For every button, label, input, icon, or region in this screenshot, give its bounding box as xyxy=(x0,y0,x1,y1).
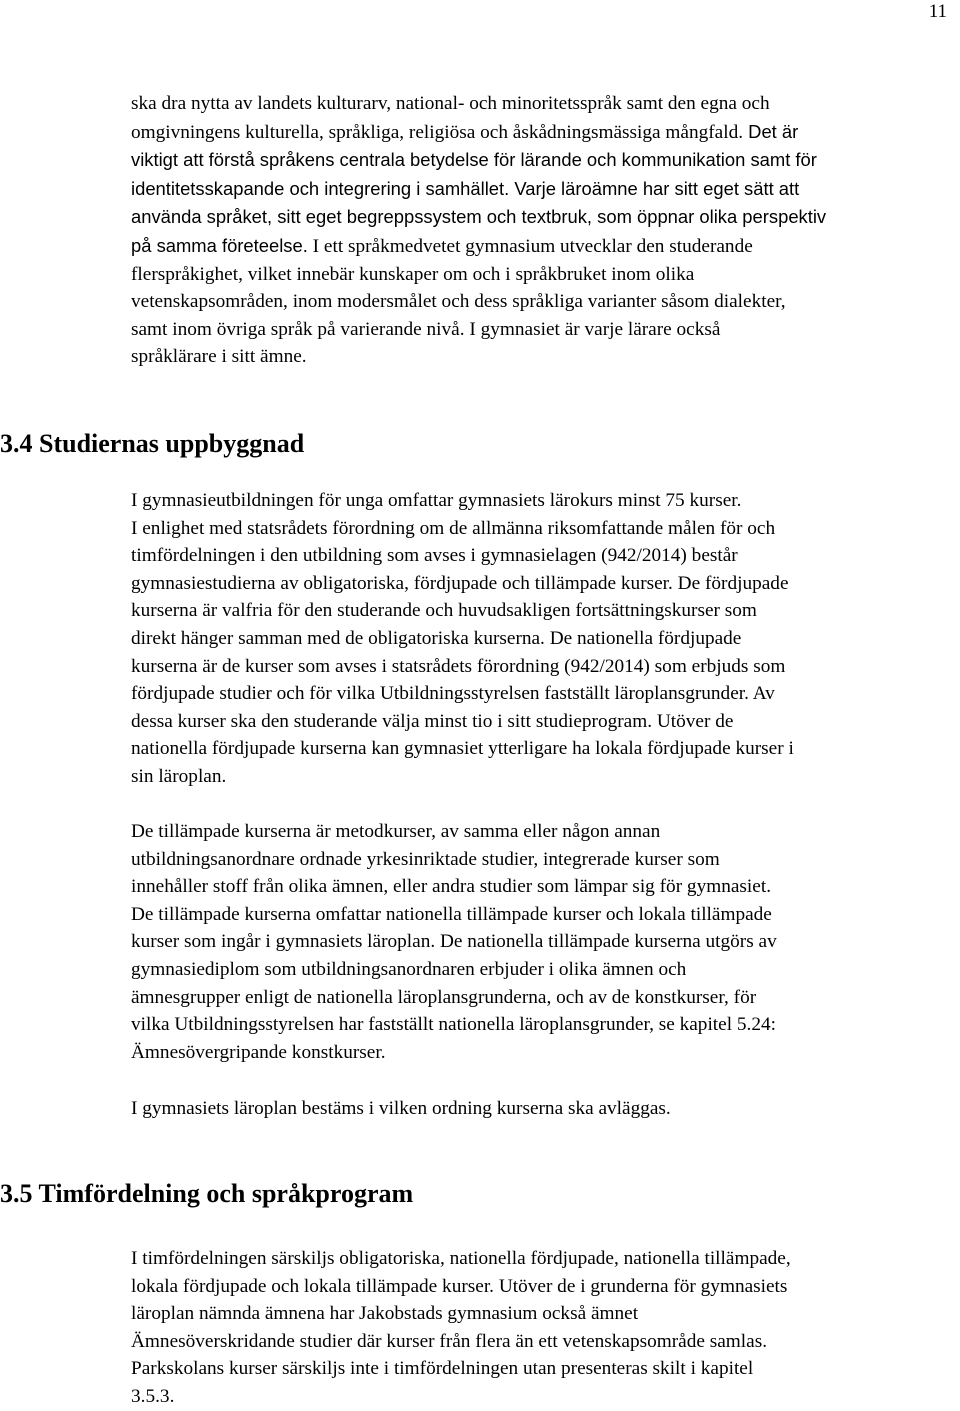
text-line xyxy=(131,316,931,344)
text-segment: I ett språkmedvetet gymnasium utvecklar den studerande xyxy=(307,235,753,257)
text-line: fördjupade studier och för vilka Utbildningsstyrelsen fastställt läroplansgrunder. Av xyxy=(131,683,775,705)
text-line: I timfördelningen särskiljs obligatoriska, nationella fördjupade, nationella tillämpade, xyxy=(131,1248,791,1269)
text-line xyxy=(131,288,931,316)
text-segment: ska dra nytta av landets kulturarv, national- och minoritetsspråk samt den egna och xyxy=(131,93,770,114)
text-line: Ämnesöverskridande studier där kurser från flera än ett vetenskapsområde samlas. xyxy=(131,1330,768,1352)
text-line: timfördelningen i den utbildning som avses i gymnasielagen (942/2014) består xyxy=(131,545,738,567)
text-line: kurser som ingår i gymnasiets läroplan. De nationella tillämpade kurserna utgörs av xyxy=(131,931,777,953)
section-heading-3-4: 3.4 Studiernas uppbyggnad xyxy=(0,429,305,458)
text-line: läroplan nämnda ämnena har Jakobstads gymnasium också ämnet xyxy=(131,1303,639,1325)
text-segment: samt inom övriga språk på varierande nivå. I gymnasiet är varje lärare också xyxy=(131,318,721,340)
text-segment: identitetsskapande och integrering i samhället. xyxy=(131,177,510,199)
text-line xyxy=(131,203,931,232)
section-3-5-paragraph-1 xyxy=(131,1245,931,1411)
text-line: De tillämpade kurserna är metodkurser, av samma eller någon annan xyxy=(131,821,661,842)
text-line xyxy=(131,343,931,371)
text-line: sin läroplan. xyxy=(131,765,227,787)
page-number: 11 xyxy=(928,1,947,22)
text-line xyxy=(131,146,931,175)
text-line: gymnasiediplom som utbildningsanordnaren erbjuder i olika ämnen och xyxy=(131,958,687,980)
text-segment: omgivningens kulturella, språkliga, religiösa och åskådningsmässiga mångfald. xyxy=(131,121,744,143)
section-heading-3-5: 3.5 Timfördelning och språkprogram xyxy=(0,1179,414,1208)
text-segment: Varje läroämne har sitt eget sätt att xyxy=(509,177,800,199)
text-line: nationella fördjupade kurserna kan gymnasiet ytterligare ha lokala fördjupade kurser i xyxy=(131,738,794,760)
text-segment: flerspråkighet, vilket innebär kunskaper om och i språkbruket inom olika xyxy=(131,263,695,285)
text-line: vilka Utbildningsstyrelsen har fastställt nationella läroplansgrunder, se kapitel 5.24: xyxy=(131,1014,776,1036)
text-line: kurserna är valfria för den studerande och huvudsakligen fortsättningskurser som xyxy=(131,600,757,622)
text-line: Parkskolans kurser särskiljs inte i timfördelningen utan presenteras skilt i kapitel xyxy=(131,1358,754,1380)
text-segment: viktigt att förstå språkens centrala betydelse för lärande och kommunikation samt för xyxy=(131,149,817,171)
text-line xyxy=(131,232,931,261)
text-segment: använda språket, sitt eget begreppssystem och textbruk, som öppnar olika perspektiv xyxy=(131,206,827,228)
text-line: direkt hänger samman med de obligatoriska kurserna. De nationella fördjupade xyxy=(131,627,742,649)
section-3-4-paragraph-2 xyxy=(131,818,931,1066)
intro-paragraph xyxy=(131,90,931,371)
text-segment: på samma företeelse. xyxy=(131,234,308,256)
text-line: ämnesgrupper enligt de nationella läroplansgrunderna, och av de konstkurser, för xyxy=(131,986,757,1008)
text-line xyxy=(131,175,931,204)
text-line: I gymnasieutbildningen för unga omfattar gymnasiets lärokurs minst 75 kurser. xyxy=(131,490,742,511)
text-segment: Det är xyxy=(743,120,799,142)
text-line: lokala fördjupade och lokala tillämpade kurser. Utöver de i grunderna för gymnasiets xyxy=(131,1275,788,1297)
text-line: kurserna är de kurser som avses i statsrådets förordning (942/2014) som erbjuds som xyxy=(131,655,786,677)
text-line: utbildningsanordnare ordnade yrkesinriktade studier, integrerade kurser som xyxy=(131,848,720,870)
text-line: gymnasiestudierna av obligatoriska, fördjupade och tillämpade kurser. De fördjupade xyxy=(131,572,789,594)
text-segment: vetenskapsområden, inom modersmålet och dess språkliga varianter såsom dialekter, xyxy=(131,291,786,313)
text-line: dessa kurser ska den studerande välja minst tio i sitt studieprogram. Utöver de xyxy=(131,710,734,732)
text-line: I gymnasiets läroplan bestäms i vilken ordning kurserna ska avläggas. xyxy=(131,1098,671,1119)
text-line xyxy=(131,118,931,147)
section-3-4-paragraph-3 xyxy=(131,1095,931,1123)
text-line: innehåller stoff från olika ämnen, eller andra studier som lämpar sig för gymnasiet. xyxy=(131,876,772,898)
text-line: I enlighet med statsrådets förordning om de allmänna riksomfattande målen för och xyxy=(131,517,776,539)
text-line: Ämnesövergripande konstkurser. xyxy=(131,1041,386,1063)
text-line: De tillämpade kurserna omfattar nationella tillämpade kurser och lokala tillämpade xyxy=(131,903,772,925)
text-line: 3.5.3. xyxy=(131,1385,175,1407)
text-line xyxy=(131,90,931,118)
text-segment: språklärare i sitt ämne. xyxy=(131,346,307,368)
section-3-4-paragraph-1 xyxy=(131,487,931,791)
text-line xyxy=(131,261,931,289)
